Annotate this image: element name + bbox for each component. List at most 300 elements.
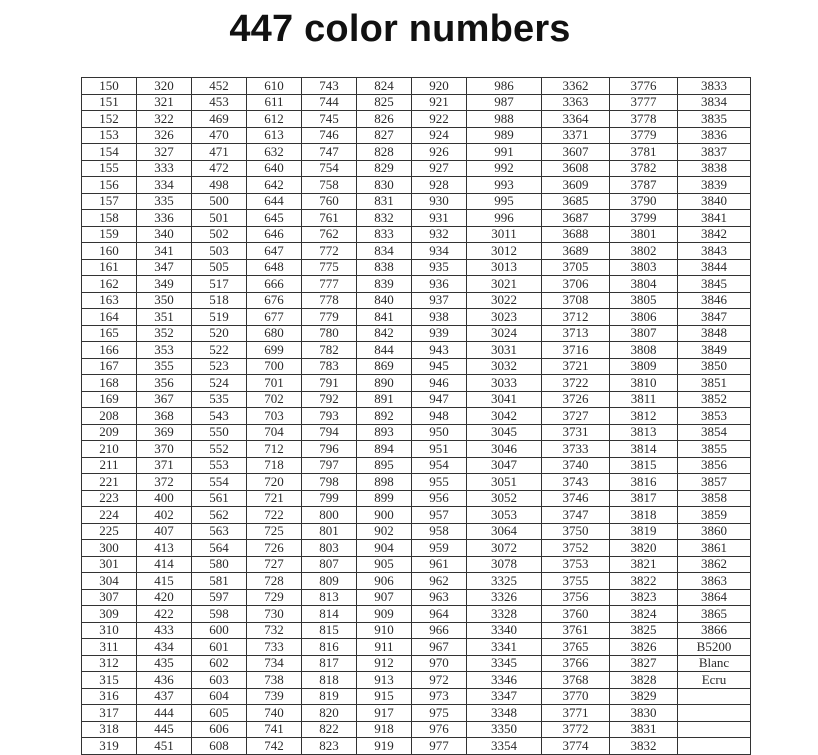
table-cell: 3033 xyxy=(467,375,542,392)
table-cell: 993 xyxy=(467,177,542,194)
table-cell: 777 xyxy=(302,276,357,293)
table-cell: 991 xyxy=(467,144,542,161)
table-cell: 680 xyxy=(247,325,302,342)
table-cell: 3731 xyxy=(542,424,610,441)
table-cell: 543 xyxy=(192,408,247,425)
table-cell: 800 xyxy=(302,507,357,524)
table-cell: 3609 xyxy=(542,177,610,194)
table-cell: 368 xyxy=(137,408,192,425)
table-cell: 3750 xyxy=(542,523,610,540)
table-cell: 3820 xyxy=(610,540,678,557)
table-cell: 3832 xyxy=(610,738,678,755)
table-cell: 471 xyxy=(192,144,247,161)
table-row xyxy=(82,78,751,95)
table-cell: 3726 xyxy=(542,391,610,408)
table-row xyxy=(82,672,751,689)
table-cell: 677 xyxy=(247,309,302,326)
table-cell: 3053 xyxy=(467,507,542,524)
table-cell: 956 xyxy=(412,490,467,507)
table-cell: 561 xyxy=(192,490,247,507)
table-cell: 154 xyxy=(82,144,137,161)
table-cell: 703 xyxy=(247,408,302,425)
table-cell: 613 xyxy=(247,127,302,144)
table-cell: 3858 xyxy=(678,490,751,507)
table-cell: 3052 xyxy=(467,490,542,507)
table-cell: 3825 xyxy=(610,622,678,639)
table-cell: 924 xyxy=(412,127,467,144)
table-cell: 783 xyxy=(302,358,357,375)
table-cell: 208 xyxy=(82,408,137,425)
table-cell: 728 xyxy=(247,573,302,590)
table-cell: 3781 xyxy=(610,144,678,161)
table-cell: 732 xyxy=(247,622,302,639)
table-cell: 725 xyxy=(247,523,302,540)
table-cell: 918 xyxy=(357,721,412,738)
table-cell: 321 xyxy=(137,94,192,111)
table-cell: 666 xyxy=(247,276,302,293)
table-cell: 562 xyxy=(192,507,247,524)
table-cell: 973 xyxy=(412,688,467,705)
table-cell: 3826 xyxy=(610,639,678,656)
table-cell: 921 xyxy=(412,94,467,111)
table-cell: 434 xyxy=(137,639,192,656)
table-cell: 794 xyxy=(302,424,357,441)
table-cell: 905 xyxy=(357,556,412,573)
table-cell: 920 xyxy=(412,78,467,95)
table-cell: 3821 xyxy=(610,556,678,573)
table-cell: 3032 xyxy=(467,358,542,375)
table-cell: 3756 xyxy=(542,589,610,606)
table-cell: 3803 xyxy=(610,259,678,276)
table-cell: 741 xyxy=(247,721,302,738)
table-cell: 730 xyxy=(247,606,302,623)
table-cell: 413 xyxy=(137,540,192,557)
table-cell: 947 xyxy=(412,391,467,408)
table-cell: 165 xyxy=(82,325,137,342)
table-cell: 3865 xyxy=(678,606,751,623)
table-cell: 3837 xyxy=(678,144,751,161)
table-cell: 327 xyxy=(137,144,192,161)
table-cell: 961 xyxy=(412,556,467,573)
table-cell: 164 xyxy=(82,309,137,326)
table-row xyxy=(82,177,751,194)
table-cell: 610 xyxy=(247,78,302,95)
table-row xyxy=(82,358,751,375)
table-cell: 917 xyxy=(357,705,412,722)
table-cell: 3831 xyxy=(610,721,678,738)
table-cell: 3771 xyxy=(542,705,610,722)
table-row xyxy=(82,309,751,326)
table-row xyxy=(82,655,751,672)
table-cell: 3848 xyxy=(678,325,751,342)
table-cell xyxy=(678,705,751,722)
table-row xyxy=(82,573,751,590)
table-cell: 452 xyxy=(192,78,247,95)
table-cell: 995 xyxy=(467,193,542,210)
table-cell: 3608 xyxy=(542,160,610,177)
table-cell: 3857 xyxy=(678,474,751,491)
table-cell: 435 xyxy=(137,655,192,672)
table-row xyxy=(82,94,751,111)
table-cell: 772 xyxy=(302,243,357,260)
table-row xyxy=(82,424,751,441)
table-cell: 503 xyxy=(192,243,247,260)
table-cell: 3777 xyxy=(610,94,678,111)
table-cell: 3021 xyxy=(467,276,542,293)
table-cell: 722 xyxy=(247,507,302,524)
table-cell: 958 xyxy=(412,523,467,540)
table-cell: 3363 xyxy=(542,94,610,111)
table-cell: 166 xyxy=(82,342,137,359)
table-row xyxy=(82,589,751,606)
table-cell: 436 xyxy=(137,672,192,689)
table-cell: 312 xyxy=(82,655,137,672)
table-cell: 943 xyxy=(412,342,467,359)
table-cell: 869 xyxy=(357,358,412,375)
table-cell: 832 xyxy=(357,210,412,227)
table-cell: 550 xyxy=(192,424,247,441)
table-cell: 3345 xyxy=(467,655,542,672)
table-cell xyxy=(678,721,751,738)
table-cell: 814 xyxy=(302,606,357,623)
table-cell: 3814 xyxy=(610,441,678,458)
table-cell: 581 xyxy=(192,573,247,590)
table-cell: 3862 xyxy=(678,556,751,573)
table-cell: 334 xyxy=(137,177,192,194)
table-cell: 3022 xyxy=(467,292,542,309)
table-cell: 356 xyxy=(137,375,192,392)
table-cell: 987 xyxy=(467,94,542,111)
table-cell: 225 xyxy=(82,523,137,540)
table-cell: 745 xyxy=(302,111,357,128)
color-number-table xyxy=(81,77,751,755)
table-cell: 899 xyxy=(357,490,412,507)
table-cell: 3801 xyxy=(610,226,678,243)
table-cell: 370 xyxy=(137,441,192,458)
table-cell: 3802 xyxy=(610,243,678,260)
table-cell: 840 xyxy=(357,292,412,309)
table-cell: 335 xyxy=(137,193,192,210)
table-cell: 907 xyxy=(357,589,412,606)
table-cell: 158 xyxy=(82,210,137,227)
table-cell: 989 xyxy=(467,127,542,144)
table-cell: 307 xyxy=(82,589,137,606)
table-cell: 904 xyxy=(357,540,412,557)
table-cell: 3747 xyxy=(542,507,610,524)
table-cell: 701 xyxy=(247,375,302,392)
table-cell: 608 xyxy=(192,738,247,755)
table-cell: 223 xyxy=(82,490,137,507)
table-cell: 372 xyxy=(137,474,192,491)
table-cell: 500 xyxy=(192,193,247,210)
table-cell: 350 xyxy=(137,292,192,309)
table-cell: 822 xyxy=(302,721,357,738)
table-cell: 702 xyxy=(247,391,302,408)
table-cell: 535 xyxy=(192,391,247,408)
table-cell: 898 xyxy=(357,474,412,491)
table-cell: 3752 xyxy=(542,540,610,557)
table-cell: 611 xyxy=(247,94,302,111)
table-cell: 720 xyxy=(247,474,302,491)
table-cell: 3064 xyxy=(467,523,542,540)
table-cell: 948 xyxy=(412,408,467,425)
table-cell: 420 xyxy=(137,589,192,606)
table-cell: 3843 xyxy=(678,243,751,260)
table-cell: 893 xyxy=(357,424,412,441)
table-cell: 895 xyxy=(357,457,412,474)
table-cell: 3806 xyxy=(610,309,678,326)
table-cell: 820 xyxy=(302,705,357,722)
table-cell: 936 xyxy=(412,276,467,293)
table-cell: 829 xyxy=(357,160,412,177)
table-cell: 792 xyxy=(302,391,357,408)
table-cell: 922 xyxy=(412,111,467,128)
table-cell: 407 xyxy=(137,523,192,540)
table-cell: 892 xyxy=(357,408,412,425)
table-cell: 564 xyxy=(192,540,247,557)
table-cell: 911 xyxy=(357,639,412,656)
table-cell: 727 xyxy=(247,556,302,573)
table-cell: 3733 xyxy=(542,441,610,458)
table-cell: 369 xyxy=(137,424,192,441)
table-row xyxy=(82,127,751,144)
table-cell: 761 xyxy=(302,210,357,227)
table-cell: 740 xyxy=(247,705,302,722)
table-cell: 160 xyxy=(82,243,137,260)
table-cell: 809 xyxy=(302,573,357,590)
table-cell: 645 xyxy=(247,210,302,227)
table-cell: 844 xyxy=(357,342,412,359)
table-cell: 825 xyxy=(357,94,412,111)
table-cell: 3721 xyxy=(542,358,610,375)
table-cell: 3760 xyxy=(542,606,610,623)
table-cell: 817 xyxy=(302,655,357,672)
table-cell: 819 xyxy=(302,688,357,705)
table-cell: 632 xyxy=(247,144,302,161)
table-cell: 3839 xyxy=(678,177,751,194)
table-cell: 3779 xyxy=(610,127,678,144)
table-cell: 831 xyxy=(357,193,412,210)
table-cell: 3815 xyxy=(610,457,678,474)
table-cell: 3722 xyxy=(542,375,610,392)
table-cell: 906 xyxy=(357,573,412,590)
table-row xyxy=(82,193,751,210)
table-cell: 3853 xyxy=(678,408,751,425)
table-cell: 3840 xyxy=(678,193,751,210)
table-row xyxy=(82,738,751,755)
table-row xyxy=(82,688,751,705)
table-cell: 742 xyxy=(247,738,302,755)
table-cell xyxy=(678,738,751,755)
table-cell: 169 xyxy=(82,391,137,408)
table-cell: 315 xyxy=(82,672,137,689)
table-cell: 502 xyxy=(192,226,247,243)
table-cell: 3859 xyxy=(678,507,751,524)
table-cell: 316 xyxy=(82,688,137,705)
table-row xyxy=(82,639,751,656)
table-cell: 996 xyxy=(467,210,542,227)
table-cell: 209 xyxy=(82,424,137,441)
table-cell: 967 xyxy=(412,639,467,656)
table-cell: 3046 xyxy=(467,441,542,458)
table-cell: 842 xyxy=(357,325,412,342)
table-cell: 3689 xyxy=(542,243,610,260)
table-cell: 3761 xyxy=(542,622,610,639)
table-cell: 823 xyxy=(302,738,357,755)
table-cell: 3755 xyxy=(542,573,610,590)
table-cell: 3841 xyxy=(678,210,751,227)
table-cell: 3822 xyxy=(610,573,678,590)
table-cell: 762 xyxy=(302,226,357,243)
table-cell: 433 xyxy=(137,622,192,639)
table-cell: 3774 xyxy=(542,738,610,755)
table-cell: 738 xyxy=(247,672,302,689)
table-cell: 3805 xyxy=(610,292,678,309)
table-cell: 3713 xyxy=(542,325,610,342)
table-cell: 3854 xyxy=(678,424,751,441)
table-cell: 988 xyxy=(467,111,542,128)
table-cell: 371 xyxy=(137,457,192,474)
table-cell: 3852 xyxy=(678,391,751,408)
table-cell: 815 xyxy=(302,622,357,639)
table-cell: 938 xyxy=(412,309,467,326)
table-cell: 957 xyxy=(412,507,467,524)
table-cell: 986 xyxy=(467,78,542,95)
table-cell: 955 xyxy=(412,474,467,491)
table-cell: 930 xyxy=(412,193,467,210)
table-cell: 161 xyxy=(82,259,137,276)
table-cell: 950 xyxy=(412,424,467,441)
table-cell: Ecru xyxy=(678,672,751,689)
table-cell: 563 xyxy=(192,523,247,540)
table-cell: 945 xyxy=(412,358,467,375)
table-cell: 3863 xyxy=(678,573,751,590)
table-cell: 946 xyxy=(412,375,467,392)
table-cell: 310 xyxy=(82,622,137,639)
table-cell: 915 xyxy=(357,688,412,705)
table-cell: 780 xyxy=(302,325,357,342)
table-cell: 3804 xyxy=(610,276,678,293)
table-cell: 470 xyxy=(192,127,247,144)
table-cell: 746 xyxy=(302,127,357,144)
table-cell: 3813 xyxy=(610,424,678,441)
table-cell: Blanc xyxy=(678,655,751,672)
table-cell: 3072 xyxy=(467,540,542,557)
table-cell: 959 xyxy=(412,540,467,557)
table-cell: 3866 xyxy=(678,622,751,639)
table-cell: 3326 xyxy=(467,589,542,606)
table-cell: 992 xyxy=(467,160,542,177)
table-cell: 778 xyxy=(302,292,357,309)
table-cell: 3350 xyxy=(467,721,542,738)
table-cell: 3011 xyxy=(467,226,542,243)
table-cell: 340 xyxy=(137,226,192,243)
table-cell: 3819 xyxy=(610,523,678,540)
table-cell: 157 xyxy=(82,193,137,210)
table-cell: 3328 xyxy=(467,606,542,623)
table-cell: 167 xyxy=(82,358,137,375)
table-cell: 3816 xyxy=(610,474,678,491)
table-cell: 3045 xyxy=(467,424,542,441)
table-cell: 3727 xyxy=(542,408,610,425)
table-cell: 975 xyxy=(412,705,467,722)
table-row xyxy=(82,540,751,557)
table-cell: 976 xyxy=(412,721,467,738)
table-cell: 523 xyxy=(192,358,247,375)
table-cell: 524 xyxy=(192,375,247,392)
table-cell: 676 xyxy=(247,292,302,309)
table-cell: 798 xyxy=(302,474,357,491)
table-cell: 827 xyxy=(357,127,412,144)
table-cell: 3845 xyxy=(678,276,751,293)
table-cell: 3860 xyxy=(678,523,751,540)
table-cell: 156 xyxy=(82,177,137,194)
table-cell: 3768 xyxy=(542,672,610,689)
table-cell: 927 xyxy=(412,160,467,177)
table-cell: 807 xyxy=(302,556,357,573)
table-cell: 3770 xyxy=(542,688,610,705)
table-cell: 349 xyxy=(137,276,192,293)
table-cell: 552 xyxy=(192,441,247,458)
table-cell: 351 xyxy=(137,309,192,326)
table-row xyxy=(82,408,751,425)
table-cell: 163 xyxy=(82,292,137,309)
table-cell: 3799 xyxy=(610,210,678,227)
table-row xyxy=(82,292,751,309)
table-cell: 3833 xyxy=(678,78,751,95)
table-cell: 352 xyxy=(137,325,192,342)
table-row xyxy=(82,457,751,474)
table-cell: 3807 xyxy=(610,325,678,342)
table-cell: 453 xyxy=(192,94,247,111)
table-cell: 505 xyxy=(192,259,247,276)
table-cell: 900 xyxy=(357,507,412,524)
table-row xyxy=(82,276,751,293)
table-cell: 935 xyxy=(412,259,467,276)
table-cell: 648 xyxy=(247,259,302,276)
table-cell: 838 xyxy=(357,259,412,276)
table-cell: 3856 xyxy=(678,457,751,474)
table-cell: 699 xyxy=(247,342,302,359)
table-cell: 3850 xyxy=(678,358,751,375)
table-cell: 3743 xyxy=(542,474,610,491)
table-cell: 469 xyxy=(192,111,247,128)
table-cell: 402 xyxy=(137,507,192,524)
table-cell: 972 xyxy=(412,672,467,689)
table-cell: 919 xyxy=(357,738,412,755)
table-cell: 890 xyxy=(357,375,412,392)
table-cell: 319 xyxy=(82,738,137,755)
table-cell: 3740 xyxy=(542,457,610,474)
table-cell: 644 xyxy=(247,193,302,210)
table-cell: 367 xyxy=(137,391,192,408)
table-cell: 970 xyxy=(412,655,467,672)
table-cell: 813 xyxy=(302,589,357,606)
table-cell: 721 xyxy=(247,490,302,507)
table-cell: 445 xyxy=(137,721,192,738)
table-cell: 3782 xyxy=(610,160,678,177)
table-cell: 782 xyxy=(302,342,357,359)
table-cell: 704 xyxy=(247,424,302,441)
table-cell: 597 xyxy=(192,589,247,606)
table-cell: 518 xyxy=(192,292,247,309)
table-row xyxy=(82,226,751,243)
table-cell: 726 xyxy=(247,540,302,557)
table-cell: 951 xyxy=(412,441,467,458)
table-cell: 3849 xyxy=(678,342,751,359)
table-cell: 326 xyxy=(137,127,192,144)
table-row xyxy=(82,490,751,507)
